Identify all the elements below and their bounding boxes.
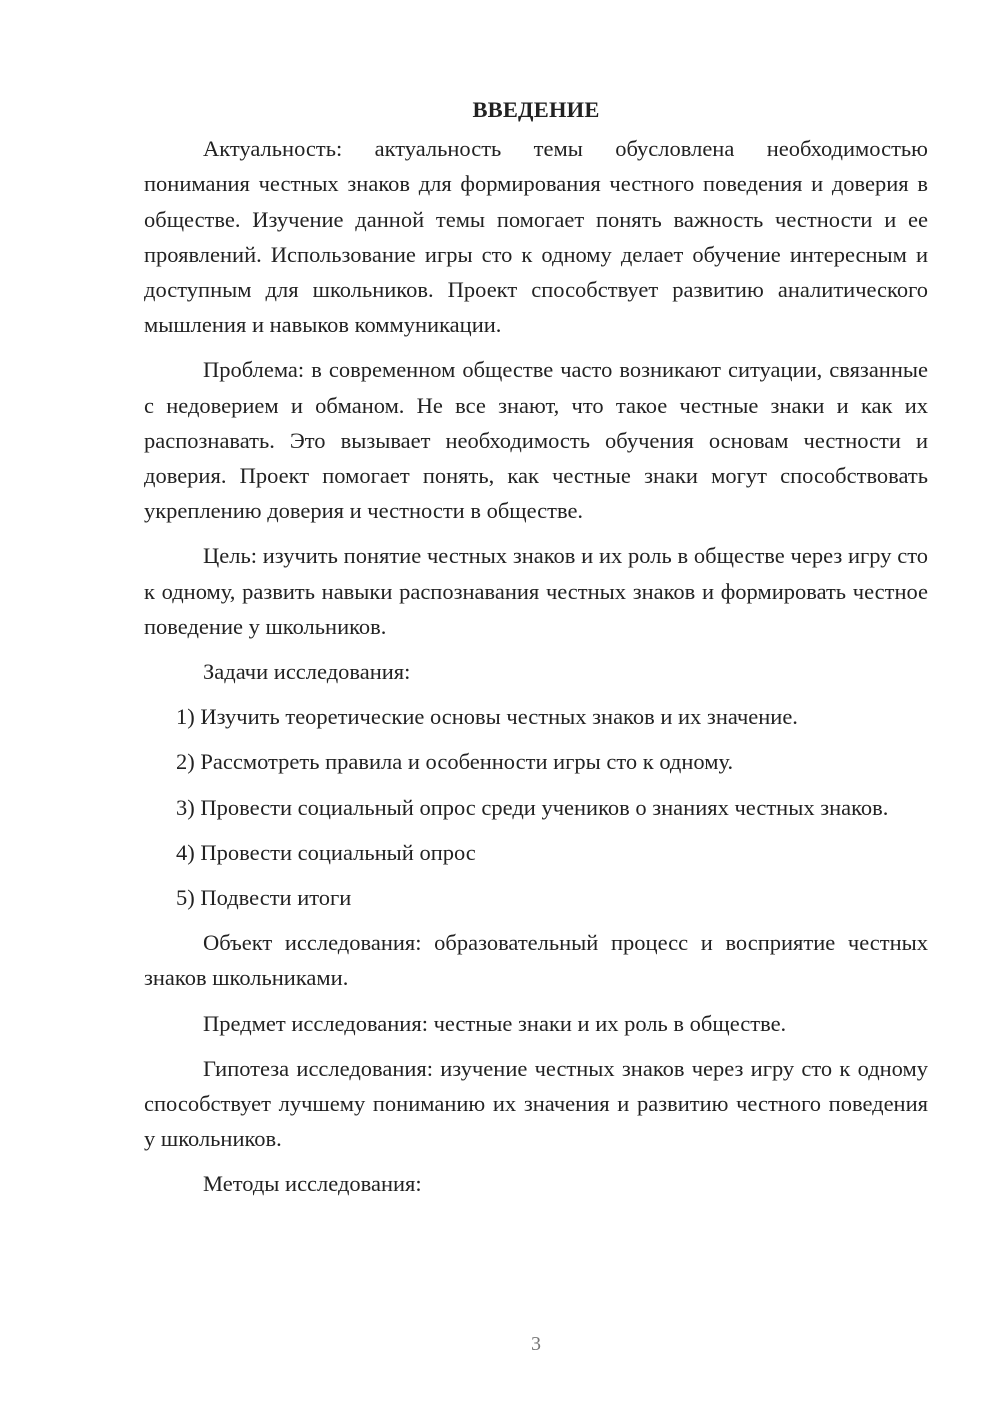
- methods-heading: Методы исследования:: [203, 1171, 422, 1197]
- page-title: ВВЕДЕНИЕ: [472, 97, 600, 122]
- list-item: 3) Провести социальный опрос среди учеников о знаниях честных знаков.: [176, 794, 889, 820]
- relevance-paragraph: Актуальность: актуальность темы обусловлена необходимостью понимания честных знаков для формирования честного поведения и доверия в обществе. Изучение данной темы помогает понять важность честности и ее проявлений. Использование игры сто к одному делает обучение интересным и доступным для школьников. Проект способствует развитию аналитического мышления и навыков коммуникации.: [144, 136, 928, 338]
- hypothesis-paragraph: Гипотеза исследования: изучение честных знаков через игру сто к одному способствует лучшему пониманию их значения и развитию честного поведения у школьников.: [144, 1055, 928, 1152]
- goal-paragraph: Цель: изучить понятие честных знаков и их роль в обществе через игру сто к одному, развить навыки распознавания честных знаков и формировать честное поведение у школьников.: [144, 543, 928, 639]
- problem-paragraph: Проблема: в современном обществе часто возникают ситуации, связанные с недоверием и обманом. Не все знают, что такое честные знаки и как их распознавать. Это вызывает необходимость обучения основам честности и доверия. Проект помогает понять, как честные знаки могут способствовать укреплению доверия и честности в обществе.: [144, 357, 928, 524]
- list-item: 2) Рассмотреть правила и особенности игры сто к одному.: [176, 749, 734, 775]
- page-content: [144, 92, 928, 1202]
- list-item: 1) Изучить теоретические основы честных знаков и их значение.: [176, 704, 798, 730]
- subject-paragraph: Предмет исследования: честные знаки и их роль в обществе.: [203, 1010, 787, 1036]
- tasks-list: [144, 699, 928, 915]
- object-paragraph: Объект исследования: образовательный процесс и восприятие честных знаков школьниками.: [144, 930, 928, 991]
- page-number: 3: [531, 1333, 541, 1355]
- list-item: 5) Подвести итоги: [176, 885, 352, 911]
- list-item: 4) Провести социальный опрос: [176, 839, 476, 865]
- tasks-heading: Задачи исследования:: [203, 659, 411, 685]
